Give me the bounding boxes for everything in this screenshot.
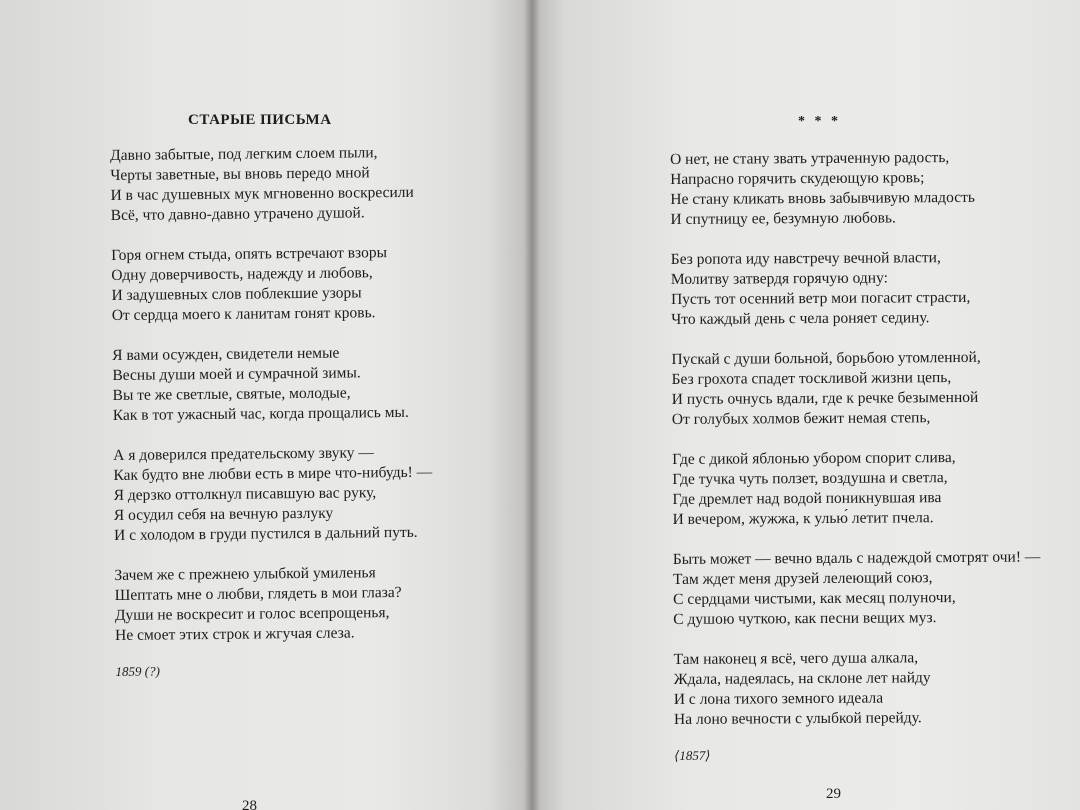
stanza [673,547,1041,630]
stanza [673,647,1041,730]
poem-line: Ждала, надеялась, на склоне лет найду [673,669,931,688]
poem-line: Без ропота иду навстречу вечной власти, [670,249,941,268]
stanza [112,343,432,426]
poem-line: Там ждет меня друзей лелеющий союз, [672,569,933,588]
poem-line: С сердцами чистыми, как месяц полуночи, [673,589,956,608]
poem-line: И с лона тихого земного идеала [673,689,884,708]
poem-line: Я осудил себя на вечную разлуку [113,504,334,524]
poem-line: Я вами осужден, свидетели немые [112,344,340,364]
poem-line: Где тучка чуть ползет, воздушна и светла, [672,469,948,488]
poem-line: Я дерзко оттолкнул писавшую вас руку, [113,484,377,504]
stanza [670,147,1038,230]
poem-line: Горя огнем стыда, опять встречают взоры [111,244,388,264]
left-poem [110,143,434,682]
book-gutter [524,0,540,810]
poem-line: Там наконец я всё, чего душа алкала, [673,649,919,668]
stanza [113,443,433,546]
poem-line: А я доверился предательскому звуку — [113,444,374,464]
poem-date: ⟨1857⟩ [674,747,711,763]
poem-line: Как в тот ужасный час, когда прощались мы. [112,403,409,424]
poem-line: О нет, не стану звать утраченную радость, [670,149,950,168]
poem-line: Одну доверчивость, надежду и любовь, [111,264,373,284]
poem-line: С душою чуткою, как песни вещих муз. [673,609,937,628]
poem-date: 1859 (?) [115,663,161,679]
poem-line: И с холодом в груди пустился в дальний путь. [113,523,418,544]
poem-line: Где с дикой яблонью убором спорит слива, [672,449,956,468]
poem-line: Не смоет этих строк и жгучая слеза. [115,624,355,644]
poem-line: И спутницу ее, безумную любовь. [670,209,896,228]
poem-line: От сердца моего к ланитам гонят кровь. [111,304,376,324]
poem-line: Пусть тот осенний ветр мои погасит страсти, [670,288,971,308]
poem-line: Что каждый день с чела роняет седину. [671,309,930,328]
poem-line: И вечером, жужжа, к улью́ летит пчела. [672,509,934,528]
stanza [671,247,1039,330]
poem-line: Где дремлет над водой поникнувшая ива [672,489,942,508]
poem-line: Души не воскресит и голос всепрощенья, [114,604,390,624]
poem-line: Без грохота спадет тоскливой жизни цепь, [671,369,952,388]
poem-line: Весны души моей и сумрачной зимы. [112,364,361,384]
poem-line: Напрасно горячить скудеющую кровь; [670,169,925,188]
stanza [672,447,1040,530]
poem-line: Давно забытые, под легким слоем пыли, [110,144,378,164]
poem-line: Как будто вне любви есть в мире что-нибудь! — [113,463,433,484]
poem-line: Молитву затвердя горячую одну: [670,269,888,288]
stanza [111,243,431,326]
poem-line: И задушевных слов поблекшие узоры [111,284,362,304]
right-poem [670,147,1042,766]
stanza [110,143,430,226]
right-page-number: 29 [826,786,841,802]
stanza [671,347,1039,430]
left-poem-title: СТАРЫЕ ПИСЬМА [188,112,332,128]
poem-line: Всё, что давно-давно утрачено душой. [110,204,365,224]
poem-line: Пускай с души больной, борьбою утомленной, [671,348,981,368]
right-poem-title: * * * [798,114,841,129]
poem-line: И в час душевных мук мгновенно воскресили [110,183,414,204]
poem-line: Быть может — вечно вдаль с надеждой смотрят очи! — [672,548,1041,568]
left-page-number: 28 [242,798,257,810]
poem-line: Шептать мне о любви, глядеть в мои глаза? [114,583,402,604]
poem-line: От голубых холмов бежит немая степь, [671,409,931,428]
poem-line: На лоно вечности с улыбкой перейду. [673,709,922,728]
poem-line: И пусть очнусь вдали, где к речке безыменной [671,388,979,408]
poem-line: Вы те же светлые, святые, молодые, [112,384,351,404]
stanza [114,563,434,646]
poem-line: Не стану кликать вновь забывчивую младость [670,188,975,208]
poem-line: Зачем же с прежнею улыбкой умиленья [114,564,376,584]
poem-line: Черты заветные, вы вновь передо мной [110,164,370,184]
